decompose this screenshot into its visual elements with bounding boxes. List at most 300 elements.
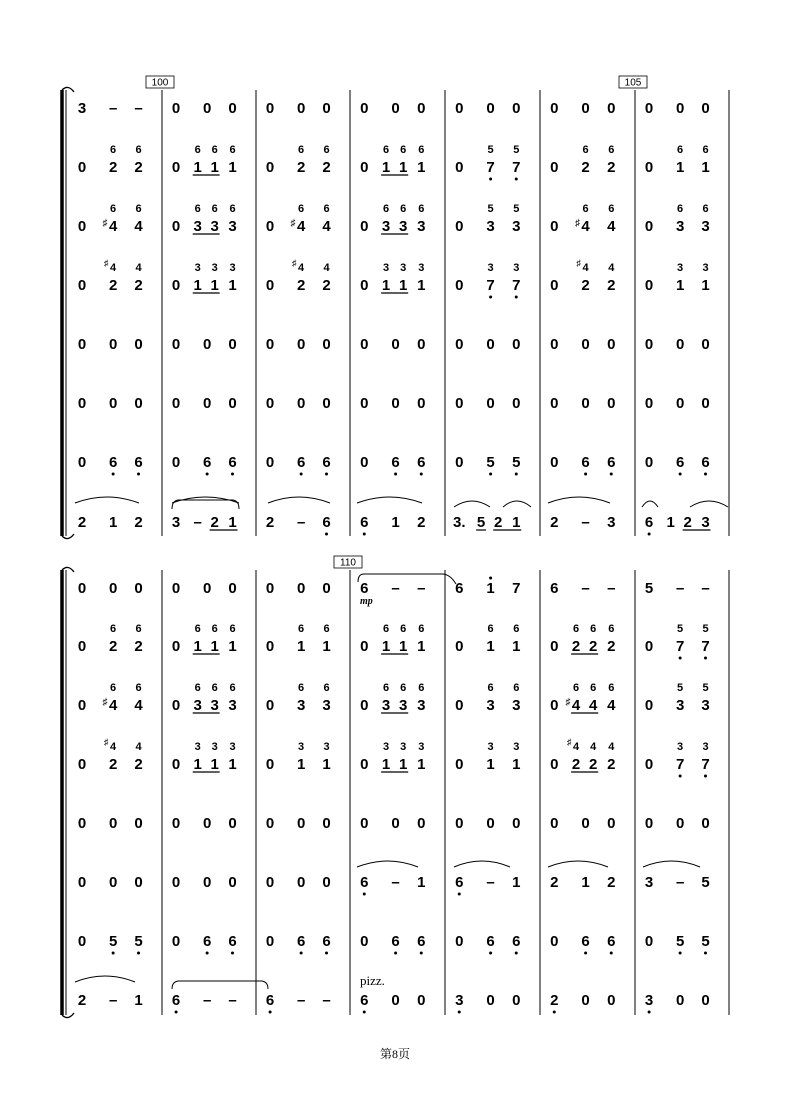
- note: 0: [296, 874, 306, 891]
- sharp-sign: ♯: [102, 697, 108, 708]
- harmony-note: 6: [400, 682, 407, 694]
- harmony-note: 6: [298, 623, 305, 635]
- harmony-note: 3: [298, 741, 305, 753]
- harmony-note: 6: [383, 144, 390, 156]
- harmony-note: 5: [513, 144, 520, 156]
- harmony-note: 6: [400, 144, 407, 156]
- measure: [645, 100, 710, 117]
- slur-top-line: [358, 574, 456, 584]
- measure: [550, 100, 615, 117]
- harmony-note: 6: [135, 682, 142, 694]
- note: 0: [322, 395, 331, 412]
- note: 0: [550, 756, 559, 773]
- dash-note: –: [202, 992, 212, 1009]
- note: 0: [391, 336, 400, 353]
- note: 7: [701, 638, 710, 655]
- note: 6: [607, 933, 616, 950]
- note: 2: [296, 159, 306, 176]
- note: 5: [675, 933, 685, 950]
- note: 1: [399, 277, 408, 294]
- note: 0: [77, 756, 87, 773]
- harmony-note: 6: [211, 623, 218, 635]
- note: 0: [486, 395, 495, 412]
- note: 6: [512, 933, 521, 950]
- sharp-sign: ♯: [566, 737, 572, 747]
- note: 3: [607, 514, 616, 531]
- note: 1: [228, 756, 237, 773]
- harmony-note: 6: [323, 623, 330, 635]
- harmony-note: 6: [418, 203, 425, 215]
- harmony-note: 6: [582, 144, 589, 156]
- note: 1: [210, 756, 219, 773]
- note: 1: [417, 159, 426, 176]
- measure: [645, 395, 710, 412]
- note: 7: [675, 638, 685, 655]
- note: 2: [683, 514, 692, 531]
- harmony-note: 6: [323, 203, 330, 215]
- note: 0: [134, 874, 143, 891]
- harmony-note: 4: [110, 741, 117, 753]
- low-octave-dot: [325, 952, 328, 955]
- measure: [455, 336, 520, 353]
- measure: [550, 514, 615, 531]
- note: 3: [77, 100, 87, 117]
- note: 2: [571, 638, 581, 655]
- note: 0: [644, 638, 654, 655]
- note: 0: [228, 874, 237, 891]
- measure: [645, 454, 710, 476]
- harmony-note: 6: [383, 623, 390, 635]
- note: 1: [381, 159, 391, 176]
- note: 6: [701, 454, 710, 471]
- note: 6: [322, 933, 331, 950]
- note: 0: [108, 580, 118, 597]
- note: 6: [486, 933, 495, 950]
- note: 0: [455, 756, 464, 773]
- staff-row: [78, 815, 710, 832]
- measure: [78, 682, 143, 714]
- note: 0: [108, 336, 118, 353]
- note: 0: [455, 100, 464, 117]
- note: 2: [108, 638, 118, 655]
- dash-note: –: [108, 100, 118, 117]
- note: 1: [228, 277, 237, 294]
- harmony-note: 4: [298, 262, 305, 274]
- high-octave-dot: [489, 577, 492, 580]
- measure: [78, 874, 143, 891]
- harmony-note: 6: [383, 203, 390, 215]
- measure: [172, 815, 237, 832]
- low-octave-dot: [515, 296, 518, 299]
- note: 3: [228, 218, 237, 235]
- measure: [360, 336, 425, 353]
- note: 6: [202, 933, 212, 950]
- harmony-note: 3: [400, 262, 407, 274]
- note: 0: [675, 100, 685, 117]
- harmony-note: 6: [110, 623, 117, 635]
- measure: [453, 514, 521, 531]
- slur: [268, 497, 330, 503]
- note: 0: [607, 336, 616, 353]
- sharp-sign: ♯: [576, 258, 581, 268]
- note: 2: [210, 514, 219, 531]
- note: 0: [77, 277, 87, 294]
- note: 5: [486, 454, 495, 471]
- note: 4: [134, 218, 143, 235]
- measure: [172, 992, 237, 1014]
- note: 0: [581, 100, 590, 117]
- svg-text:110: 110: [340, 557, 356, 569]
- note: 0: [607, 815, 616, 832]
- svg-text:100: 100: [151, 77, 169, 89]
- note: 3: [296, 697, 306, 714]
- note: 0: [455, 933, 464, 950]
- note: 1: [322, 756, 331, 773]
- note: 2: [589, 638, 598, 655]
- note: 0: [322, 874, 331, 891]
- measure: [78, 454, 143, 476]
- harmony-note: 6: [194, 623, 201, 635]
- note: 0: [171, 395, 181, 412]
- note: 2: [550, 514, 559, 531]
- sharp-sign: ♯: [291, 258, 297, 268]
- harmony-note: 6: [135, 203, 142, 215]
- harmony-note: 3: [513, 262, 520, 274]
- note: 0: [360, 454, 369, 471]
- note: 1: [512, 756, 521, 773]
- note: 3: [381, 218, 391, 235]
- measure: [645, 262, 710, 294]
- harmony-note: 4: [582, 262, 589, 274]
- note: 0: [455, 454, 464, 471]
- note: 7: [512, 159, 521, 176]
- measure: [78, 203, 143, 235]
- note: 0: [701, 395, 710, 412]
- note: 0: [360, 697, 369, 714]
- staff-row: [78, 454, 710, 476]
- measure: [172, 874, 237, 891]
- slur: [454, 501, 490, 507]
- note: 2: [589, 756, 598, 773]
- harmony-note: 4: [608, 741, 615, 753]
- staff-row: [78, 874, 710, 896]
- sharp-sign: ♯: [565, 697, 571, 708]
- measure: [455, 741, 520, 773]
- note: 0: [675, 815, 685, 832]
- dash-note: –: [322, 992, 331, 1009]
- measure: [455, 992, 520, 1014]
- note: 2: [134, 756, 143, 773]
- staff-row: [78, 395, 710, 412]
- note: 4: [607, 218, 616, 235]
- note: 0: [675, 395, 685, 412]
- bracket-hook-bottom: [62, 1013, 74, 1018]
- note: 0: [171, 756, 181, 773]
- harmony-note: 4: [573, 741, 580, 753]
- note: 0: [202, 874, 212, 891]
- low-octave-dot: [489, 473, 492, 476]
- sharp-sign: ♯: [103, 258, 109, 268]
- measure: [550, 815, 615, 832]
- note: 0: [455, 218, 464, 235]
- measure: [266, 741, 331, 773]
- note: 1: [486, 756, 495, 773]
- note: 0: [644, 336, 654, 353]
- note: 0: [360, 395, 369, 412]
- note: 6: [228, 933, 237, 950]
- note: 4: [108, 697, 118, 714]
- low-octave-dot: [704, 473, 707, 476]
- harmony-note: 6: [298, 682, 305, 694]
- note: 0: [417, 100, 426, 117]
- note: 0: [607, 100, 616, 117]
- note: 1: [296, 756, 306, 773]
- note: 5: [701, 933, 710, 950]
- note: 4: [589, 697, 598, 714]
- note: 0: [108, 815, 118, 832]
- note: 3: [381, 697, 391, 714]
- note: 1: [675, 277, 685, 294]
- measure: [78, 737, 143, 773]
- note: 2: [494, 514, 503, 531]
- measure: [360, 580, 425, 597]
- note: 0: [296, 580, 306, 597]
- note: 3: [486, 697, 495, 714]
- measure: [78, 144, 143, 176]
- note: 0: [228, 100, 237, 117]
- note: 6: [360, 874, 369, 891]
- note: 3: [322, 697, 331, 714]
- note: 0: [265, 815, 275, 832]
- low-octave-dot: [458, 1011, 461, 1014]
- note: 0: [701, 815, 710, 832]
- harmony-note: 6: [110, 144, 117, 156]
- slur: [548, 861, 608, 867]
- note: 3: [512, 697, 521, 714]
- harmony-note: 6: [229, 203, 236, 215]
- harmony-note: 5: [677, 682, 684, 694]
- note: 6: [417, 933, 426, 950]
- note: 0: [455, 638, 464, 655]
- note: 0: [265, 638, 275, 655]
- measure: [360, 100, 425, 117]
- note: 1: [296, 638, 306, 655]
- note: 1: [134, 992, 143, 1009]
- dash-note: –: [581, 580, 590, 597]
- note: 3: [675, 218, 685, 235]
- note: 1: [399, 638, 408, 655]
- note: 0: [134, 815, 143, 832]
- note: 1: [193, 638, 202, 655]
- harmony-note: 3: [677, 262, 684, 274]
- staff-row: [78, 203, 710, 235]
- low-octave-dot: [679, 657, 682, 660]
- measure: [645, 336, 710, 353]
- measure: [266, 395, 331, 412]
- note: 0: [265, 874, 275, 891]
- low-octave-dot: [112, 473, 115, 476]
- note: 0: [108, 874, 118, 891]
- rehearsal-mark: [146, 76, 174, 89]
- harmony-note: 6: [582, 203, 589, 215]
- note: 0: [265, 580, 275, 597]
- note: 5: [512, 454, 521, 471]
- note: 0: [360, 638, 369, 655]
- note: 6: [108, 454, 118, 471]
- low-octave-dot: [679, 473, 682, 476]
- dash-note: –: [296, 514, 306, 531]
- measure: [645, 580, 710, 597]
- note: 2: [134, 514, 143, 531]
- note: 0: [644, 159, 654, 176]
- staff-row: [78, 144, 710, 181]
- note: 3: [193, 218, 202, 235]
- low-octave-dot: [420, 952, 423, 955]
- note: 2: [322, 277, 331, 294]
- note: 0: [581, 992, 590, 1009]
- note: 6: [417, 454, 426, 471]
- note: 0: [550, 100, 559, 117]
- measure: [172, 741, 237, 773]
- harmony-note: 5: [702, 623, 709, 635]
- harmony-note: 6: [211, 203, 218, 215]
- note: 0: [202, 336, 212, 353]
- measure: [645, 144, 710, 176]
- note: 0: [360, 218, 369, 235]
- low-octave-dot: [704, 775, 707, 778]
- note: 0: [486, 100, 495, 117]
- measure: [360, 144, 425, 176]
- harmony-note: 6: [513, 682, 520, 694]
- note: 0: [296, 336, 306, 353]
- staff-row: [78, 336, 710, 353]
- measure: [455, 203, 520, 235]
- measure: [550, 336, 615, 353]
- note: 1: [417, 874, 426, 891]
- measure: [455, 815, 520, 832]
- slur: [690, 501, 728, 507]
- sharp-sign: ♯: [575, 218, 581, 229]
- harmony-note: 6: [211, 144, 218, 156]
- tie-bracket: [172, 500, 239, 509]
- note: 0: [417, 395, 426, 412]
- note: 0: [675, 336, 685, 353]
- low-octave-dot: [515, 178, 518, 181]
- note: 0: [391, 815, 400, 832]
- note: 0: [644, 218, 654, 235]
- note: 0: [581, 336, 590, 353]
- bracket-hook-top: [62, 87, 74, 92]
- note: 0: [202, 580, 212, 597]
- note: 6: [455, 874, 464, 891]
- note: 3: [193, 697, 202, 714]
- measure: [645, 933, 710, 955]
- measure: [172, 395, 237, 412]
- measure: [172, 514, 238, 531]
- note: 3: [675, 697, 685, 714]
- low-octave-dot: [137, 952, 140, 955]
- slur: [503, 501, 531, 507]
- note: 5: [134, 933, 143, 950]
- measure: [360, 815, 425, 832]
- note: 0: [171, 874, 181, 891]
- note: 6: [581, 933, 590, 950]
- harmony-note: 6: [608, 682, 615, 694]
- measure: [266, 100, 331, 117]
- staff-row: [78, 514, 711, 536]
- harmony-note: 6: [298, 144, 305, 156]
- note: 0: [644, 756, 654, 773]
- dash-note: –: [296, 992, 306, 1009]
- bracket-hook-top: [62, 567, 74, 572]
- note: 2: [581, 159, 590, 176]
- note: 1: [108, 514, 118, 531]
- harmony-note: 6: [110, 203, 117, 215]
- measure: [455, 933, 520, 955]
- note: 0: [360, 100, 369, 117]
- harmony-note: 3: [702, 262, 709, 274]
- dash-note: –: [701, 580, 710, 597]
- note: 3: [417, 697, 426, 714]
- low-octave-dot: [112, 952, 115, 955]
- note: 3: [701, 697, 710, 714]
- note: 2: [550, 874, 559, 891]
- low-octave-dot: [704, 657, 707, 660]
- harmony-note: 6: [677, 144, 684, 156]
- note: 0: [455, 395, 464, 412]
- note: 0: [644, 395, 654, 412]
- note: 3: [210, 218, 219, 235]
- system-2: [62, 556, 729, 1018]
- harmony-note: 6: [229, 623, 236, 635]
- harmony-note: 6: [677, 203, 684, 215]
- measure: [360, 933, 425, 955]
- dash-note: –: [675, 874, 685, 891]
- note: 2: [296, 277, 306, 294]
- staff-row: [78, 933, 710, 955]
- harmony-note: 6: [110, 682, 117, 694]
- note: 0: [486, 992, 495, 1009]
- note: 0: [360, 933, 369, 950]
- dash-note: –: [607, 580, 616, 597]
- note: 0: [644, 697, 654, 714]
- note: 3: [644, 874, 654, 891]
- note: 6: [391, 933, 400, 950]
- note: 3.: [452, 514, 466, 531]
- low-octave-dot: [206, 473, 209, 476]
- measure: [550, 203, 616, 235]
- harmony-note: 3: [677, 741, 684, 753]
- low-octave-dot: [584, 952, 587, 955]
- note: 2: [550, 992, 559, 1009]
- harmony-note: 4: [110, 262, 117, 274]
- note: 4: [108, 218, 118, 235]
- harmony-note: 6: [608, 144, 615, 156]
- harmony-note: 6: [229, 144, 236, 156]
- harmony-note: 3: [211, 741, 218, 753]
- note: 0: [360, 756, 369, 773]
- low-octave-dot: [515, 473, 518, 476]
- note: 6: [675, 454, 685, 471]
- note: 5: [701, 874, 710, 891]
- note: 2: [607, 277, 616, 294]
- note: 3: [512, 218, 521, 235]
- measure: [455, 144, 520, 181]
- low-octave-dot: [394, 952, 397, 955]
- measure: [360, 395, 425, 412]
- note: 0: [391, 395, 400, 412]
- harmony-note: 3: [418, 741, 425, 753]
